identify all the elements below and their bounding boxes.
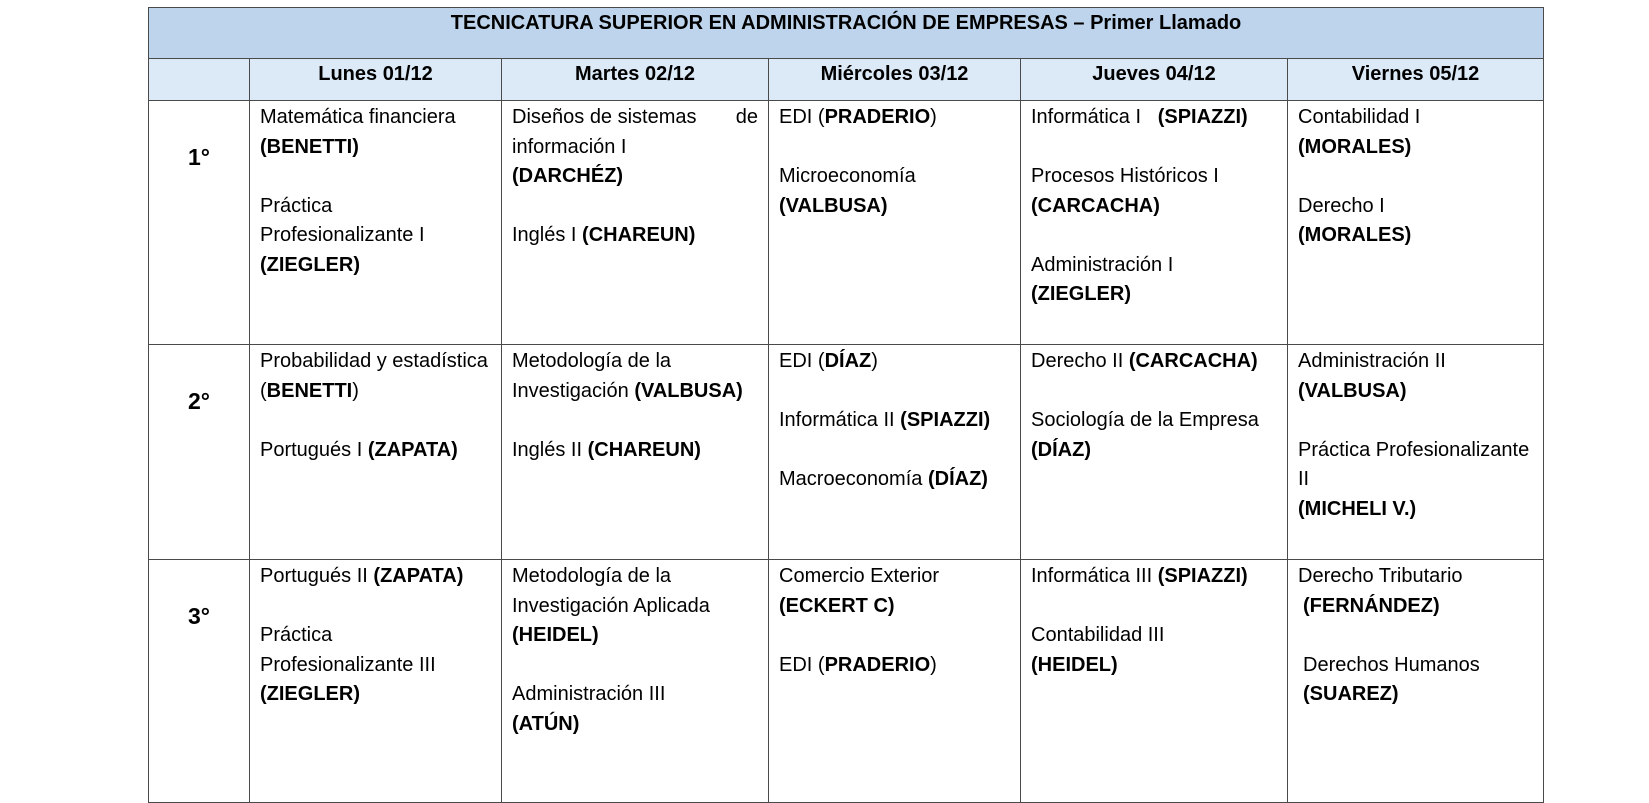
cell-y3-martes — [502, 560, 769, 803]
exam-entry: Macroeconomía (DÍAZ) — [779, 468, 988, 490]
exam-entry: Informática II (SPIAZZI) — [779, 409, 991, 431]
day-header-row — [149, 59, 1544, 101]
cell-y3-viernes — [1288, 560, 1544, 803]
exam-entry: Portugués I (ZAPATA) — [260, 438, 458, 461]
exam-entry: Derecho Tributario (FERNÁNDEZ) — [1298, 565, 1463, 617]
exam-schedule-table — [148, 7, 1544, 803]
exam-entry: Derechos Humanos (SUAREZ) — [1303, 653, 1480, 705]
cell-y2-martes — [502, 345, 769, 560]
day-header-jueves: Jueves 04/12 — [1021, 59, 1288, 101]
year-row-2 — [149, 345, 1544, 560]
corner-header-cell — [149, 59, 250, 101]
exam-entry: Inglés II (CHAREUN) — [512, 438, 701, 461]
cell-y1-martes — [502, 101, 769, 345]
cell-y2-lunes — [250, 345, 502, 560]
exam-entry: Contabilidad III (HEIDEL) — [1031, 624, 1165, 676]
cell-y1-lunes — [250, 101, 502, 345]
exam-entry: Matemática financiera (BENETTI) — [260, 106, 456, 158]
exam-entry: Probabilidad y estadística (BENETTI) — [260, 350, 488, 402]
exam-entry: Práctica Profesionalizante II (MICHELI V.) — [1298, 438, 1530, 520]
exam-entry: Comercio Exterior (ECKERT C) — [779, 565, 940, 617]
day-header-miercoles: Miércoles 03/12 — [769, 59, 1021, 101]
exam-entry: Diseños de sistemas de información I (DARCHÉZ) — [512, 106, 758, 187]
title-row — [149, 8, 1544, 59]
exam-entry: Metodología de la Investigación Aplicada (HEIDEL) — [512, 565, 710, 646]
exam-entry: EDI (DÍAZ) — [779, 350, 878, 372]
exam-entry: Informática III (SPIAZZI) — [1031, 565, 1248, 587]
cell-y3-jueves — [1021, 560, 1288, 803]
exam-entry: EDI (PRADERIO) — [779, 653, 937, 676]
exam-entry: Derecho II (CARCACHA) — [1031, 350, 1258, 372]
year-label-2: 2° — [149, 345, 250, 560]
exam-entry: Administración II (VALBUSA) — [1298, 350, 1446, 402]
exam-entry: Sociología de la Empresa (DÍAZ) — [1031, 409, 1259, 461]
year-label-1: 1° — [149, 101, 250, 345]
exam-entry: Portugués II (ZAPATA) — [260, 565, 464, 587]
exam-entry: Derecho I (MORALES) — [1298, 194, 1412, 246]
cell-y2-viernes — [1288, 345, 1544, 560]
cell-y2-jueves — [1021, 345, 1288, 560]
cell-y1-jueves — [1021, 101, 1288, 345]
year-label-3: 3° — [149, 560, 250, 803]
exam-entry: Inglés I (CHAREUN) — [512, 224, 696, 246]
year-row-1 — [149, 101, 1544, 345]
cell-y2-miercoles — [769, 345, 1021, 560]
cell-y1-miercoles — [769, 101, 1021, 345]
cell-y1-viernes — [1288, 101, 1544, 345]
exam-entry: Práctica Profesionalizante III (ZIEGLER) — [260, 624, 436, 705]
exam-entry: Administración I (ZIEGLER) — [1031, 253, 1174, 305]
exam-entry: Informática I (SPIAZZI) — [1031, 106, 1248, 128]
year-row-3 — [149, 560, 1544, 803]
schedule-title: TECNICATURA SUPERIOR EN ADMINISTRACIÓN DE EMPRESAS – Primer Llamado — [149, 8, 1544, 59]
exam-entry: EDI (PRADERIO) — [779, 106, 937, 128]
exam-entry: Administración III (ATÚN) — [512, 683, 666, 735]
day-header-viernes: Viernes 05/12 — [1288, 59, 1544, 101]
cell-y3-lunes — [250, 560, 502, 803]
exam-entry: Metodología de la Investigación (VALBUSA) — [512, 350, 743, 402]
exam-entry: Contabilidad I (MORALES) — [1298, 106, 1421, 158]
day-header-lunes: Lunes 01/12 — [250, 59, 502, 101]
exam-entry: Práctica Profesionalizante I (ZIEGLER) — [260, 194, 425, 276]
exam-entry: Procesos Históricos I (CARCACHA) — [1031, 165, 1219, 217]
cell-y3-miercoles — [769, 560, 1021, 803]
exam-entry: Microeconomía (VALBUSA) — [779, 165, 916, 217]
day-header-martes: Martes 02/12 — [502, 59, 769, 101]
